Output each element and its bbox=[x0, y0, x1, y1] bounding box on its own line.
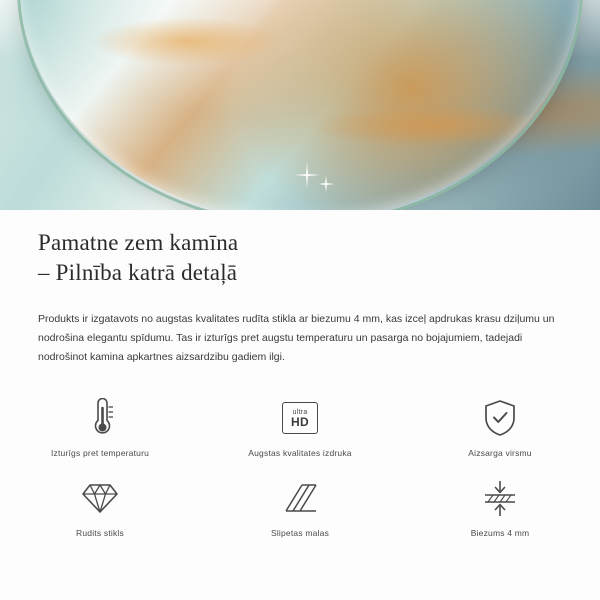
hd-badge-top: ultra bbox=[292, 408, 308, 416]
feature-item-thickness bbox=[400, 476, 600, 538]
feature-label: Biezums 4 mm bbox=[470, 528, 530, 538]
shield-check-icon bbox=[483, 396, 517, 440]
feature-grid bbox=[0, 396, 600, 538]
text-block bbox=[0, 228, 600, 367]
feature-item-surface-protection bbox=[400, 396, 600, 458]
feature-item-temperature bbox=[0, 396, 200, 458]
thermometer-icon bbox=[85, 396, 115, 440]
description-paragraph: Produkts ir izgatavots no augstas kvalitates rudīta stikla ar biezumu 4 mm, kas izceļ apdrukas krasu dziļumu un nodrošina elegantu spīdumu. Tas ir izturīgs pret augstu temperaturu un pasarga no bojajumiem, tadejadi nodrošinot kamina apkartnes aizsardzibu gadiem ilgi. bbox=[38, 313, 555, 363]
page-title bbox=[38, 228, 562, 288]
thickness-icon bbox=[482, 476, 518, 520]
marble-veins bbox=[20, 0, 580, 210]
feature-label: Izturīgs pret temperaturu bbox=[50, 448, 150, 458]
feature-item-tempered-glass bbox=[0, 476, 200, 538]
feature-label: Rudits stikls bbox=[76, 528, 124, 538]
ultra-hd-icon bbox=[282, 396, 318, 440]
feature-label: Augstas kvalitates izdruka bbox=[248, 448, 352, 458]
diamond-icon bbox=[81, 476, 119, 520]
polished-edges-icon bbox=[282, 476, 318, 520]
hd-badge-bottom: HD bbox=[291, 414, 309, 429]
feature-label: Aizsarga virsmu bbox=[468, 448, 532, 458]
feature-label: Slipetas malas bbox=[270, 528, 330, 538]
headline-line-2: – Pilnība katrā detaļā bbox=[38, 260, 238, 285]
feature-item-polished-edges bbox=[200, 476, 400, 538]
headline-line-1: Pamatne zem kamīna bbox=[38, 230, 239, 255]
hero-image bbox=[0, 0, 600, 210]
round-glass-panel bbox=[20, 0, 580, 210]
feature-item-print-quality bbox=[200, 396, 400, 458]
